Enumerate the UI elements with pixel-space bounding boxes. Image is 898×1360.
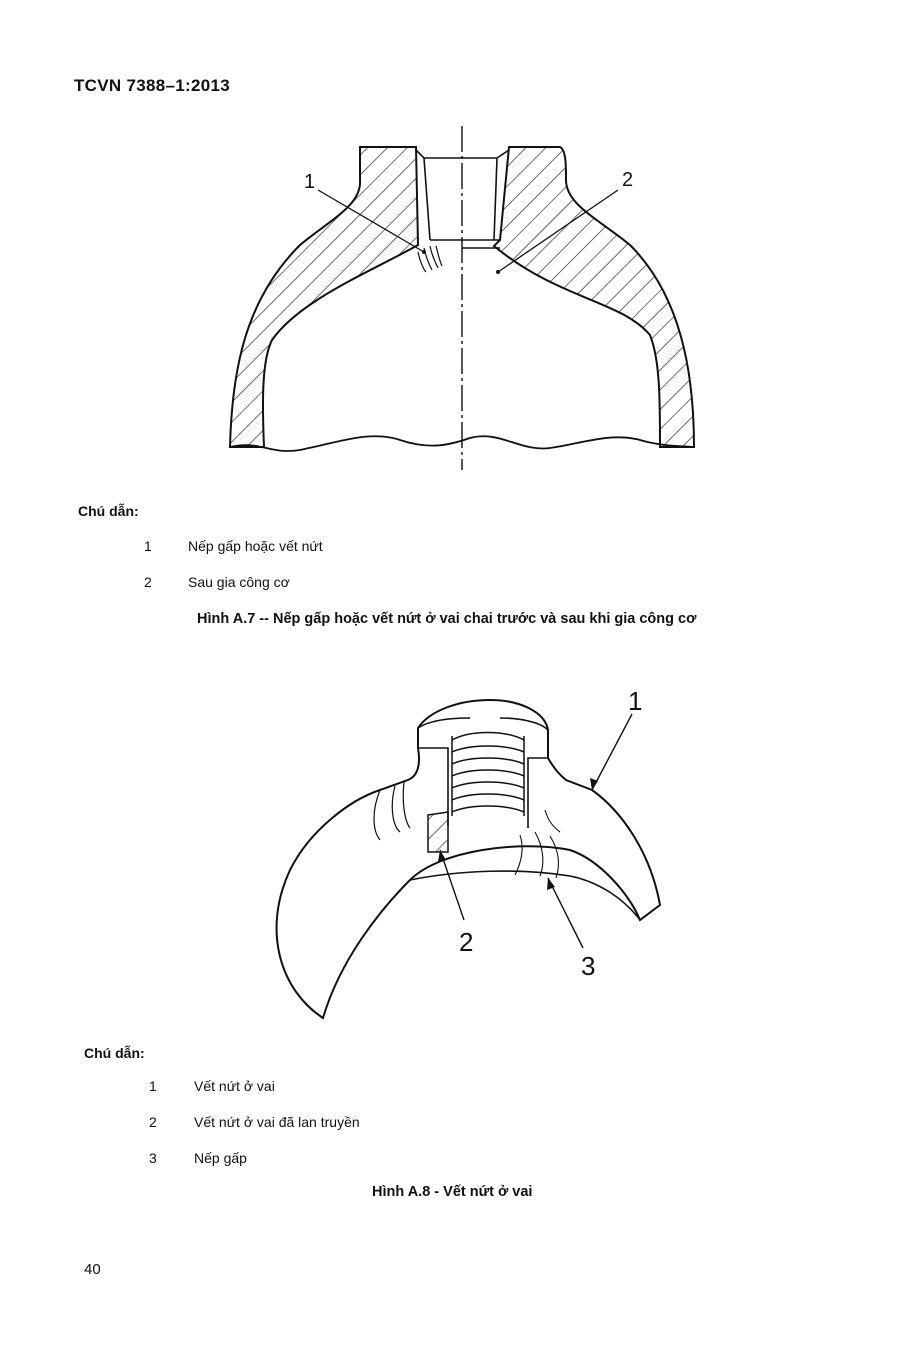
- legend-a7-num-2: 2: [144, 574, 152, 590]
- a8-propagated-crack-block: [428, 812, 448, 852]
- a8-callout-1: 1: [628, 686, 643, 716]
- legend-a7-num-1: 1: [144, 538, 152, 554]
- a8-thread: [452, 733, 524, 817]
- a8-callout-2: 2: [459, 927, 474, 957]
- figure-a8-caption: Hình A.8 - Vết nứt ở vai: [372, 1184, 533, 1200]
- figure-a7-caption: Hình A.7 -- Nếp gấp hoặc vết nứt ở vai chai trước và sau khi gia công cơ: [197, 611, 697, 627]
- a8-neck-boss: [418, 718, 548, 828]
- a7-left-wall: [230, 147, 418, 447]
- legend-a7-title: Chú dẫn:: [78, 503, 139, 519]
- legend-a7-text-1: Nếp gấp hoặc vết nứt: [188, 538, 323, 554]
- a7-callout-2: 2: [622, 169, 634, 191]
- legend-a8-text-2: Vết nứt ở vai đã lan truyền: [194, 1114, 360, 1130]
- legend-a8-num-1: 1: [149, 1078, 157, 1094]
- page-number: 40: [84, 1261, 101, 1278]
- document-id: TCVN 7388–1:2013: [74, 76, 231, 95]
- a8-callout-3: 3: [581, 951, 596, 981]
- a7-leader-1-dot: [422, 250, 426, 254]
- a7-right-wall: [494, 147, 694, 447]
- legend-a8-num-3: 3: [149, 1150, 157, 1166]
- legend-a8-title: Chú dẫn:: [84, 1045, 145, 1061]
- a8-left-rim: [374, 782, 410, 840]
- a8-leader-1: [592, 714, 632, 790]
- legend-a8-text-3: Nếp gấp: [194, 1150, 247, 1166]
- a8-inner-surface: [410, 871, 640, 920]
- figure-a7-drawing: [230, 126, 694, 470]
- legend-a8-text-1: Vết nứt ở vai: [194, 1078, 275, 1094]
- figure-a8-drawing: [277, 686, 660, 1018]
- a7-leader-2-dot: [496, 270, 500, 274]
- a7-callout-1: 1: [304, 171, 316, 193]
- legend-a8-num-2: 2: [149, 1114, 157, 1130]
- a8-fold-marks: [515, 810, 560, 878]
- legend-a7-text-2: Sau gia công cơ: [188, 574, 290, 590]
- a8-leader-3: [548, 878, 583, 948]
